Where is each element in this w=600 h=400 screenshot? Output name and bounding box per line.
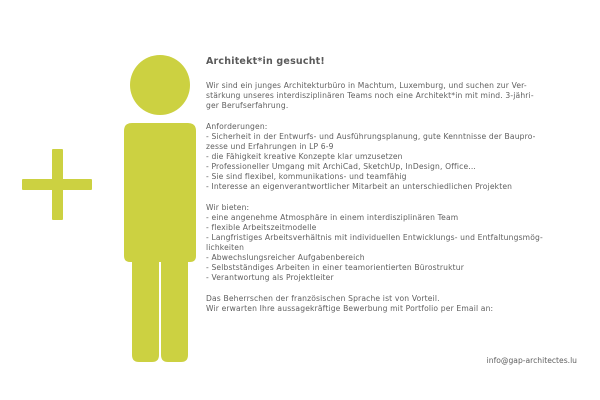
offers-section bbox=[206, 203, 586, 283]
intro-paragraph bbox=[206, 81, 586, 111]
intro-line: Wir sind ein junges Architekturbüro in Machtum, Luxemburg, und suchen zur Ver- bbox=[206, 81, 527, 90]
person-head bbox=[130, 55, 190, 115]
job-posting bbox=[206, 52, 586, 325]
intro-line: ger Berufserfahrung. bbox=[206, 101, 289, 110]
offer-item: lichkeiten bbox=[206, 243, 245, 252]
posting-title: Architekt*in gesucht! bbox=[206, 56, 325, 67]
offer-item: - Abwechslungsreicher Aufgabenbereich bbox=[206, 253, 365, 262]
requirement-item: - Professioneller Umgang mit ArchiCad, SketchUp, InDesign, Office... bbox=[206, 162, 476, 171]
plus-icon bbox=[22, 149, 92, 220]
offer-item: - eine angenehme Atmosphäre in einem interdisziplinären Team bbox=[206, 213, 459, 222]
requirement-item: - Sicherheit in der Entwurfs- und Ausführungsplanung, gute Kenntnisse der Baupro- bbox=[206, 132, 536, 141]
closing-line: Das Beherrschen der französischen Sprache ist von Vorteil. bbox=[206, 294, 440, 303]
offers-heading: Wir bieten: bbox=[206, 203, 250, 212]
requirements-section bbox=[206, 122, 586, 192]
closing-paragraph bbox=[206, 294, 586, 314]
offer-item: - Verantwortung als Projektleiter bbox=[206, 273, 334, 282]
requirements-heading: Anforderungen: bbox=[206, 122, 268, 131]
closing-line: Wir erwarten Ihre aussagekräftige Bewerbung mit Portfolio per Email an: bbox=[206, 304, 494, 313]
requirement-item: - Sie sind flexibel, kommunikations- und teamfähig bbox=[206, 172, 407, 181]
requirement-item: - die Fähigkeit kreative Konzepte klar umzusetzen bbox=[206, 152, 403, 161]
person-body bbox=[124, 123, 196, 362]
requirement-item: zesse und Erfahrungen in LP 6-9 bbox=[206, 142, 334, 151]
email-link[interactable]: info@gap-architectes.lu bbox=[486, 356, 577, 365]
offer-item: - Langfristiges Arbeitsverhältnis mit individuellen Entwicklungs- und Entfaltungsmög- bbox=[206, 233, 543, 242]
offer-item: - Selbstständiges Arbeiten in einer teamorientierten Bürostruktur bbox=[206, 263, 465, 272]
person-silhouette-icon bbox=[124, 55, 196, 362]
offer-item: - flexible Arbeitszeitmodelle bbox=[206, 223, 317, 232]
intro-line: stärkung unseres interdisziplinären Teams noch eine Architekt*in mit mind. 3-jähri- bbox=[206, 91, 534, 100]
requirement-item: - Interesse an eigenverantwortlicher Mitarbeit an unterschiedlichen Projekten bbox=[206, 182, 513, 191]
